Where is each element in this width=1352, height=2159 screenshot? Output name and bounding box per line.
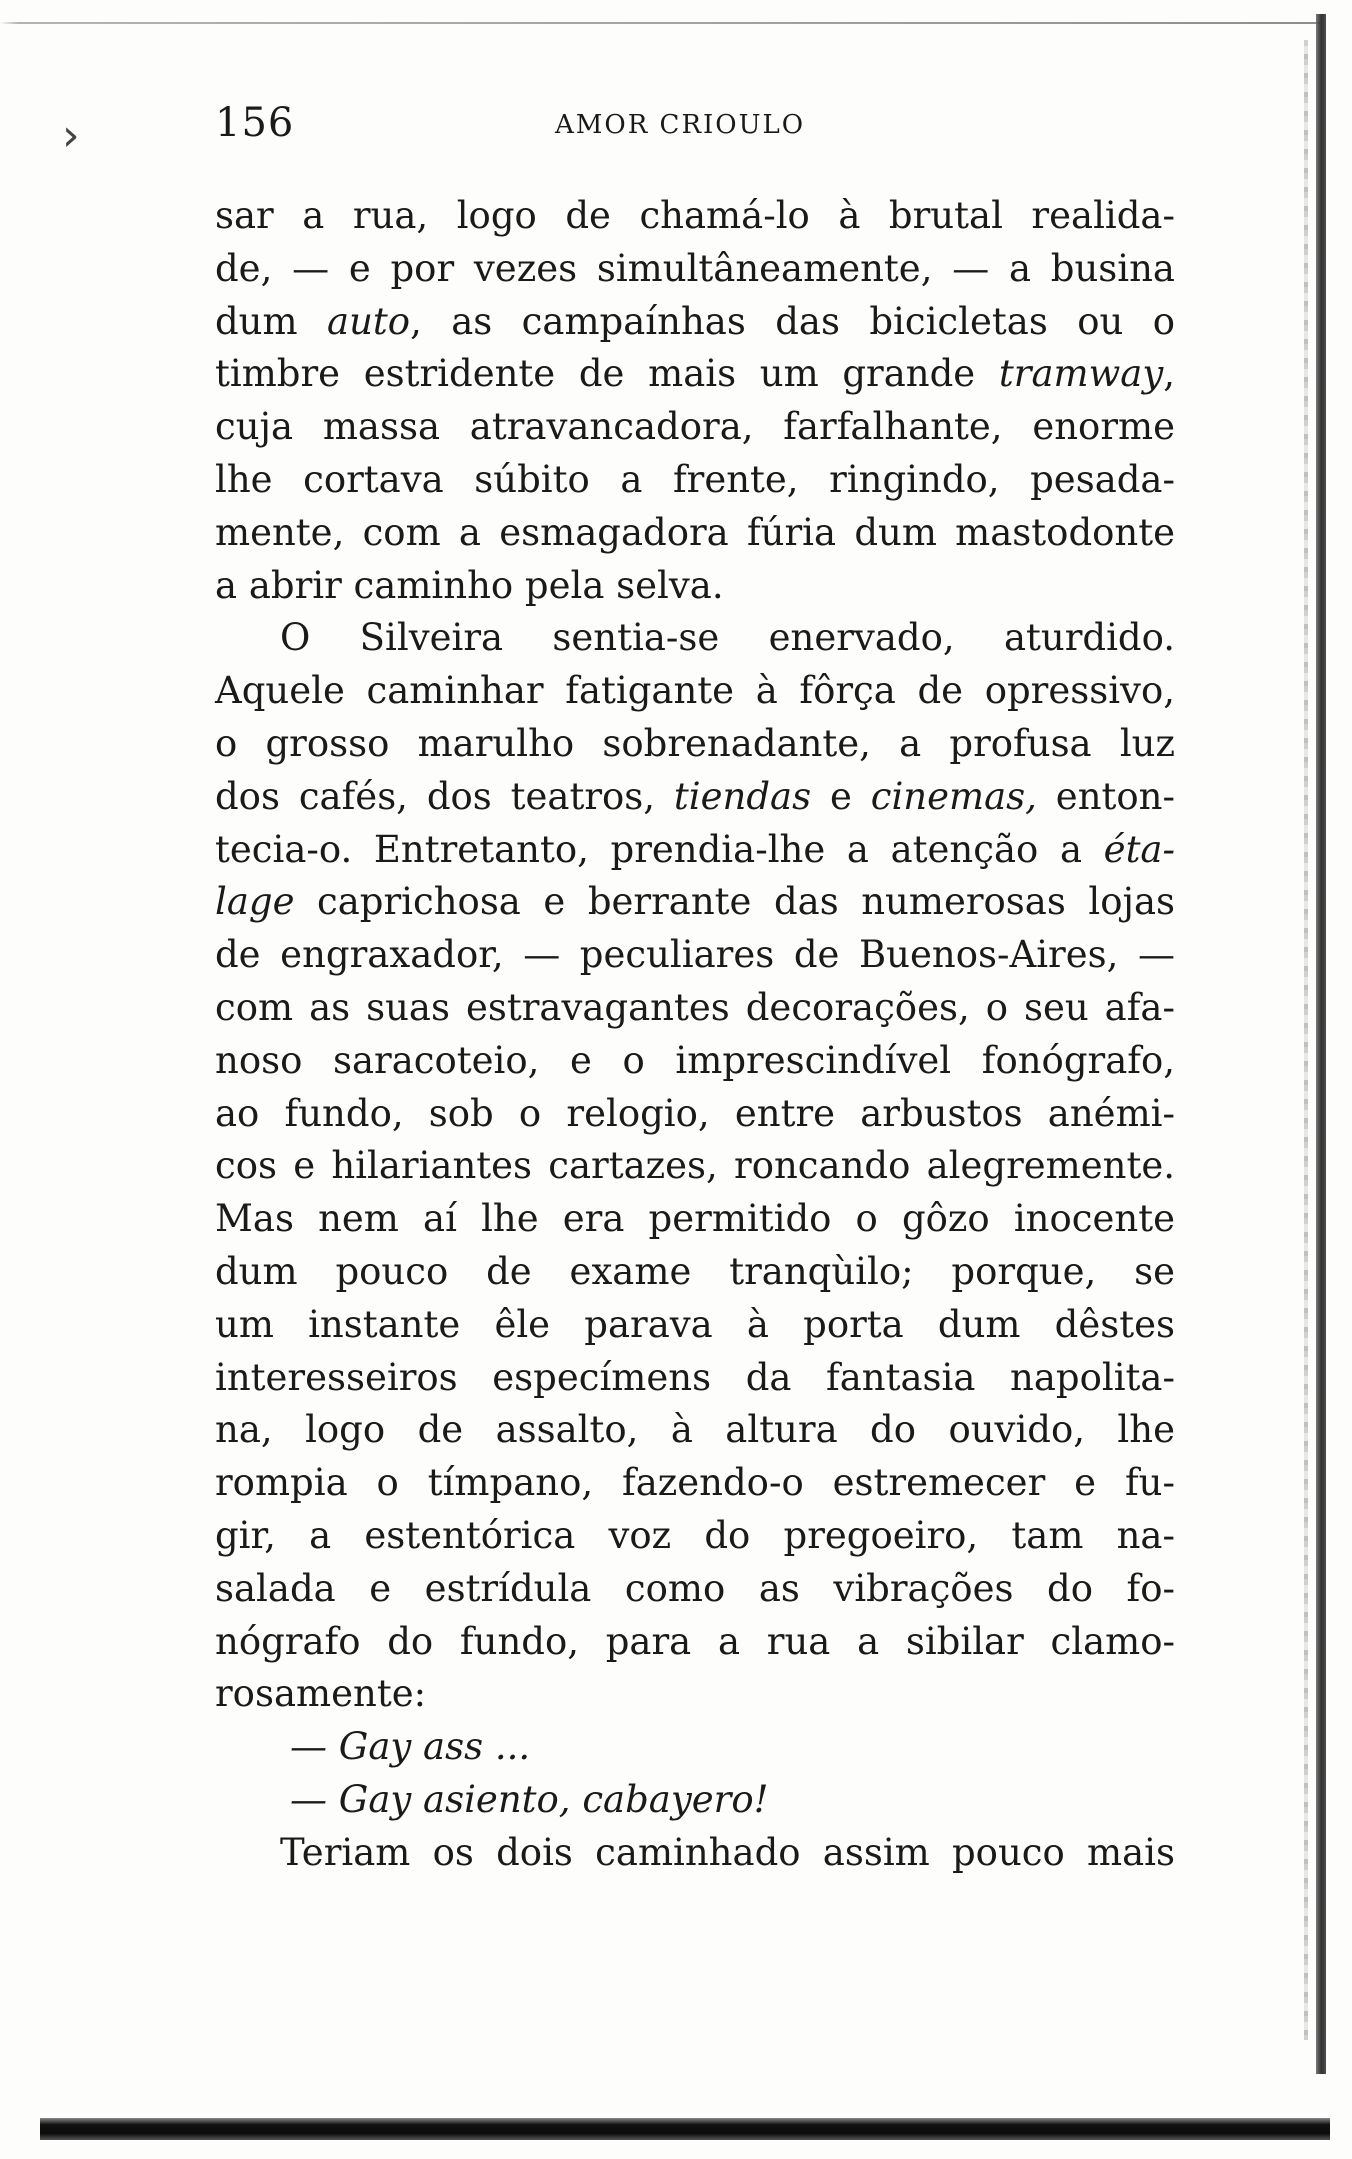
text-line	[215, 1827, 1175, 1880]
text-segment: tecia-o. Entretanto, prendia-lhe a atenção a	[215, 827, 1104, 871]
italic-text: cinemas,	[870, 774, 1037, 818]
text-segment: cuja massa atravancadora, farfalhante, enorme	[215, 405, 1175, 449]
text-segment: Mas nem aí lhe era permitido o gôzo inocente	[215, 1197, 1175, 1241]
body-text	[215, 190, 1175, 1880]
text-line	[215, 1246, 1175, 1299]
text-segment: Aquele caminhar fatigante à fôrça de opressivo,	[215, 669, 1175, 713]
text-line	[215, 348, 1175, 401]
text-segment: rosamente:	[215, 1672, 427, 1716]
text-segment: lhe cortava súbito a frente, ringindo, pesada-	[215, 457, 1175, 501]
text-segment: gir, a estentórica voz do pregoeiro, tam na-	[215, 1513, 1175, 1557]
text-segment: timbre estridente de mais um grande	[215, 352, 999, 396]
text-line	[215, 454, 1175, 507]
text-line	[215, 560, 1175, 613]
text-segment: O Silveira sentia-se enervado, aturdido.	[280, 616, 1175, 660]
text-segment: de, — e por vezes simultâneamente, — a busina	[215, 246, 1175, 290]
italic-text: lage	[215, 880, 295, 924]
text-line	[215, 243, 1175, 296]
text-line	[215, 718, 1175, 771]
text-segment: o grosso marulho sobrenadante, a profusa luz	[215, 721, 1175, 765]
text-line	[215, 190, 1175, 243]
text-segment: nógrafo do fundo, para a rua a sibilar clamo-	[215, 1619, 1175, 1663]
text-line	[215, 1035, 1175, 1088]
text-line	[215, 1193, 1175, 1246]
text-segment: mente, com a esmagadora fúria dum mastodonte	[215, 510, 1175, 554]
text-line	[215, 1510, 1175, 1563]
text-segment: Teriam os dois caminhado assim pouco mais	[280, 1830, 1175, 1874]
text-line	[215, 1299, 1175, 1352]
text-line	[215, 1721, 1175, 1774]
text-segment: cos e hilariantes cartazes, roncando alegremente.	[215, 1144, 1175, 1188]
page-header	[215, 100, 1175, 160]
page-number: 156	[215, 100, 295, 146]
text-line	[215, 612, 1175, 665]
text-segment: noso saracoteio, e o imprescindível fonógrafo,	[215, 1038, 1175, 1082]
scan-bottom-edge	[40, 2118, 1330, 2140]
italic-text: tiendas	[673, 774, 812, 818]
text-segment: a abrir caminho pela selva.	[215, 563, 724, 607]
text-line	[215, 1668, 1175, 1721]
italic-text: auto	[327, 299, 411, 343]
text-segment: ,	[1163, 352, 1175, 396]
text-segment: enton-	[1036, 774, 1176, 818]
text-line	[215, 771, 1175, 824]
text-segment: — Gay ass ...	[290, 1725, 531, 1769]
text-segment: de engraxador, — peculiares de Buenos-Aires, —	[215, 933, 1175, 977]
text-line	[215, 296, 1175, 349]
italic-text: éta-	[1103, 827, 1175, 871]
text-segment: na, logo de assalto, à altura do ouvido, lhe	[215, 1408, 1175, 1452]
text-segment: salada e estrídula como as vibrações do fo-	[215, 1566, 1175, 1610]
text-segment: interesseiros especímens da fantasia napolita-	[215, 1355, 1175, 1399]
text-line	[215, 876, 1175, 929]
text-line	[215, 1457, 1175, 1510]
text-segment: e	[811, 774, 871, 818]
running-head: AMOR CRIOULO	[555, 110, 806, 140]
text-line	[215, 1088, 1175, 1141]
text-line	[215, 824, 1175, 877]
text-segment: dos cafés, dos teatros,	[215, 774, 674, 818]
text-segment: — Gay asiento, cabayero!	[290, 1777, 769, 1821]
text-segment: um instante êle parava à porta dum dêstes	[215, 1302, 1175, 1346]
text-line	[215, 929, 1175, 982]
text-segment: rompia o tímpano, fazendo-o estremecer e fu-	[215, 1461, 1175, 1505]
text-segment: , as campaínhas das bicicletas ou o	[410, 299, 1175, 343]
scan-top-edge	[0, 22, 1320, 24]
text-segment: com as suas estravagantes decorações, o seu afa-	[215, 985, 1175, 1029]
scan-right-shadow	[1304, 40, 1308, 2040]
italic-text: tramway	[998, 352, 1164, 396]
text-line	[215, 1352, 1175, 1405]
text-line	[215, 1616, 1175, 1669]
text-segment: caprichosa e berrante das numerosas lojas	[294, 880, 1175, 924]
text-segment: ao fundo, sob o relogio, entre arbustos anémi-	[215, 1091, 1175, 1135]
text-segment: dum	[215, 299, 328, 343]
text-line	[215, 1140, 1175, 1193]
text-line	[215, 1774, 1175, 1827]
text-line	[215, 507, 1175, 560]
text-line	[215, 401, 1175, 454]
text-segment: dum pouco de exame tranqùilo; porque, se	[215, 1249, 1175, 1293]
text-line	[215, 1404, 1175, 1457]
scan-margin-mark-icon: ›	[62, 110, 80, 161]
scan-right-edge	[1316, 14, 1326, 2074]
text-segment: sar a rua, logo de chamá-lo à brutal realida-	[215, 194, 1175, 237]
text-line	[215, 982, 1175, 1035]
text-line	[215, 1563, 1175, 1616]
text-line	[215, 665, 1175, 718]
